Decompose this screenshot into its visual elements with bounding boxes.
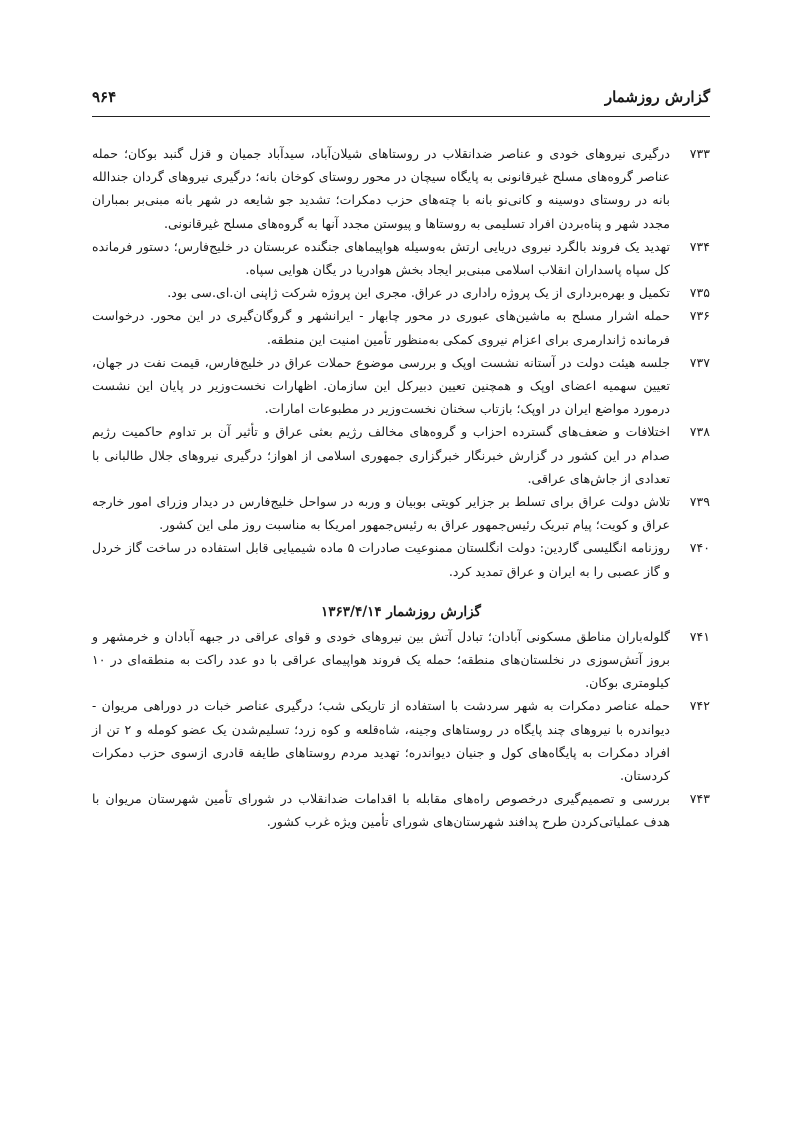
page-number: ۹۶۴ (92, 88, 117, 106)
item-text: حمله عناصر دمکرات به شهر سردشت با استفاده از تاریکی شب؛ درگیری عناصر خبات در دوراهی مریوان - دیواندره با نیروهای چند پایگاه در روستاهای وجینه، شاه‌قلعه و کوه زرد؛ تسلیم‌شدن یک عضو کومله و ۲ تن از افراد دمکرات به پایگاه‌های کول و جنیان دیواندره؛ تهدید مردم روستاهای طایفه قادری ازسوی حزب دمکرات کردستان. (92, 698, 670, 784)
item-number: ۷۴۲ (689, 698, 710, 714)
item-text: اختلافات و ضعف‌های گسترده احزاب و گروه‌های مخالف رژیم بعثی عراق و تأثیر آن بر تداوم حاکمیت رژیم صدام در این کشور در گزارش خبرنگار خبرگزاری جمهوری اسلامی از اهواز؛ درگیری نیروهای جلال طالبانی با تعدادی از جاش‌های عراقی. (92, 424, 670, 486)
list-item (92, 351, 710, 421)
list-item (92, 304, 710, 350)
item-text: تکمیل و بهره‌برداری از یک پروژه راداری در عراق. مجری این پروژه شرکت ژاپنی ان.ای.سی بود. (167, 285, 670, 301)
item-text: حمله اشرار مسلح به ماشین‌های عبوری در محور چابهار - ایرانشهر و گروگان‌گیری در این محور. درخواست فرمانده ژاندارمری برای اعزام نیروی کمکی به‌منظور تأمین امنیت این منطقه. (92, 308, 670, 347)
item-number: ۷۴۱ (689, 628, 710, 644)
item-number: ۷۳۳ (689, 146, 710, 161)
list-item (92, 235, 710, 281)
item-text: گلوله‌باران مناطق مسکونی آبادان؛ تبادل آتش بین نیروهای خودی و قوای عراقی در جبهه آبادان و خرمشهر و بروز آتش‌سوزی در نخلستان‌های منطقه؛ حمله یک فروند هواپیمای عراقی با دو عدد راکت به منطقه‌ای در ۱۰ کیلومتری بوکان. (92, 628, 670, 691)
item-number: ۷۳۶ (689, 308, 710, 324)
header-divider (92, 116, 710, 117)
item-number: ۷۳۵ (689, 285, 710, 301)
item-number: ۷۴۰ (689, 540, 711, 556)
item-text: بررسی و تصمیم‌گیری درخصوص راه‌های مقابله با اقدامات ضدانقلاب در شورای تأمین شهرستان مریوان با هدف عملیاتی‌کردن طرح پدافند شهرستان‌های شورای تأمین ویژه غرب کشور. (92, 791, 670, 830)
list-item (92, 490, 710, 536)
list-item (92, 281, 710, 304)
item-number: ۷۳۴ (689, 238, 710, 254)
list-item (92, 694, 710, 787)
item-number: ۷۳۹ (689, 494, 710, 510)
list-item (92, 625, 710, 695)
item-text: روزنامه انگلیسی گاردین: دولت انگلستان ممنوعیت صادرات ۵ ماده شیمیایی قابل استفاده در ساخت گاز خردل و گاز عصبی را به ایران و عراق تمدید کرد. (92, 540, 671, 579)
item-number: ۷۳۸ (689, 424, 710, 440)
list-item (92, 787, 710, 833)
list-item (92, 142, 710, 235)
item-text: جلسه هیئت دولت در آستانه نشست اوپک و بررسی موضوع حملات عراق در خلیج‌فارس، قیمت نفت در جهان، تعیین سهمیه اعضای اوپک و همچنین تعیین دبیرکل این سازمان. اظهارات نخست‌وزیر در پایان این نشست درمورد مواضع ایران در اوپک؛ بازتاب سخنان نخست‌وزیر در مطبوعات امارات. (92, 354, 670, 417)
item-text: درگیری نیروهای خودی و عناصر ضدانقلاب در روستاهای شیلان‌آباد، سیدآباد جمیان و قزل گنبد بوکان؛ حمله عناصر گروه‌های مسلح غیرقانونی به پایگاه سیچان در محور روستای کوخان بانه؛ درگیری نیروهای گردان جندالله بانه در روستای دوسینه و کانی‌نو بانه با چته‌های حزب دمکرات؛ تشدید جو شایعه در شهر بانه مبنی‌بر بمباران مجدد شهر و پناه‌بردن افراد تسلیمی به روستاها و پیوستن مجدد آنها به گروه‌های مسلح غیرقانونی. (92, 146, 670, 231)
page-body (92, 142, 710, 834)
item-text: تهدید یک فروند بالگرد نیروی دریایی ارتش به‌وسیله هواپیماهای جنگنده عربستان در خلیج‌فارس؛ دستور فرمانده کل سپاه پاسداران انقلاب اسلامی مبنی‌بر ایجاد بخش هوادریا در یگان هوایی سپاه. (92, 238, 670, 278)
list-item (92, 420, 710, 490)
page-header (92, 84, 710, 112)
item-text: تلاش دولت عراق برای تسلط بر جزایر کویتی بوبیان و وربه در سواحل خلیج‌فارس در دیدار وزرای امور خارجه عراق و کویت؛ پیام تبریک رئیس‌جمهور عراق به رئیس‌جمهور امریکا به مناسبت روز ملی این کشور. (92, 494, 670, 533)
list-item (92, 536, 710, 582)
running-title: گزارش روزشمار (604, 88, 710, 106)
item-number: ۷۴۳ (689, 791, 710, 807)
item-number: ۷۳۷ (689, 354, 710, 370)
section-heading: گزارش روزشمار ۱۳۶۳/۴/۱۴ (321, 603, 481, 620)
